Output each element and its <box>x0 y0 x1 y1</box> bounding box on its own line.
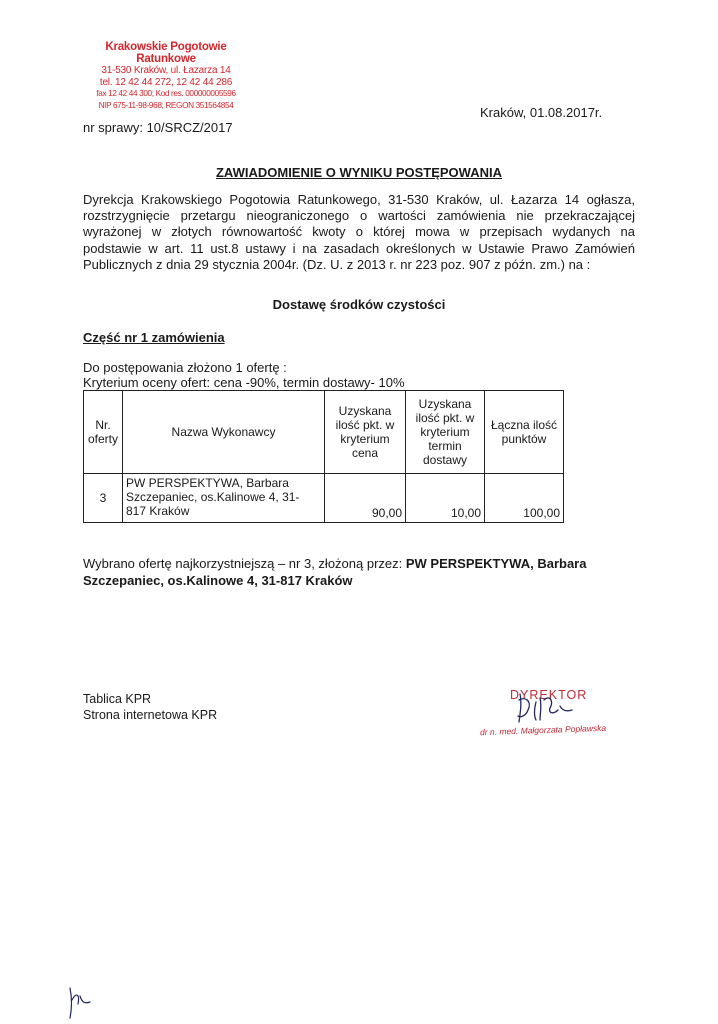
distribution-item: Strona internetowa KPR <box>83 707 218 722</box>
result-statement <box>83 555 635 589</box>
offers-table <box>83 390 564 523</box>
cell-offer-number: 3 <box>84 474 123 523</box>
table-header-row <box>84 391 564 474</box>
header-total-points: Łączna ilość punktów <box>485 391 564 474</box>
header-offer-number: Nr. oferty <box>84 391 123 474</box>
letterhead-ids: NIP 675-11-98-968; REGON 351564854 <box>98 100 234 110</box>
handwritten-initials-icon <box>60 982 100 1022</box>
body-line: rozstrzygnięcie przetargu nieograniczonego o wartości zamówienia nie przekraczającej <box>83 208 635 224</box>
handwritten-signature-icon <box>470 680 630 750</box>
letterhead-fax: fax 12 42 44 300; Kod res. 000000005596 <box>96 89 236 98</box>
header-delivery-points: Uzyskana ilość pkt. w kryterium termin dostawy <box>406 391 485 474</box>
body-paragraph <box>83 192 635 273</box>
header-contractor: Nazwa Wykonawcy <box>123 391 325 474</box>
signature-name: dr n. med. Małgorzata Popławska <box>479 722 607 738</box>
body-line: Dyrekcja Krakowskiego Pogotowia Ratunkowego, 31-530 Kraków, ul. Łazarza 14 ogłasza, <box>83 192 635 207</box>
distribution-list <box>83 692 217 723</box>
case-number: nr sprawy: 10/SRCZ/2017 <box>83 120 233 135</box>
distribution-item: Tablica KPR <box>83 692 152 706</box>
document-title: ZAWIADOMIENIE O WYNIKU POSTĘPOWANIA <box>215 165 502 180</box>
cell-total-points: 100,00 <box>485 474 564 523</box>
letterhead-address: 31-530 Kraków, ul. Łazarza 14 <box>101 65 231 76</box>
table-row <box>84 474 564 523</box>
letterhead-name: Krakowskie Pogotowie Ratunkowe <box>105 41 227 65</box>
winner-address: Szczepaniec, os.Kalinowe 4, 31-817 Kraków <box>83 573 353 588</box>
cell-price-points: 90,00 <box>325 474 406 523</box>
part-heading: Część nr 1 zamówienia <box>83 330 225 345</box>
subject-heading: Dostawę środków czystości <box>272 297 446 312</box>
header-price-points: Uzyskana ilość pkt. w kryterium cena <box>325 391 406 474</box>
place-date: Kraków, 01.08.2017r. <box>480 105 603 120</box>
body-line: podstawie w art. 11 ust.8 ustawy i na zasadach określonych w Ustawie Prawo Zamówień <box>83 240 635 256</box>
evaluation-criteria: Kryterium oceny ofert: cena -90%, termin dostawy- 10% <box>83 375 405 390</box>
director-signature-stamp <box>470 680 630 750</box>
body-line: wyrażonej w złotych równowartość kwoty o której mowa w przepisach wydanych na <box>83 224 635 240</box>
letterhead-phone: tel. 12 42 44 272, 12 42 44 286 <box>99 76 233 88</box>
signature-title: DYREKTOR <box>510 688 588 702</box>
cell-contractor: PW PERSPEKTYWA, Barbara Szczepaniec, os.Kalinowe 4, 31- 817 Kraków <box>123 474 325 523</box>
offers-count: Do postępowania złożono 1 ofertę : <box>83 360 287 375</box>
letterhead-stamp <box>76 42 256 111</box>
body-line: Publicznych z dnia 29 stycznia 2004r. (Dz. U. z 2013 r. nr 223 poz. 907 z późn. zm.) na : <box>83 256 591 272</box>
cell-delivery-points: 10,00 <box>406 474 485 523</box>
winner-name: PW PERSPEKTYWA, Barbara <box>405 556 587 571</box>
result-prefix: Wybrano ofertę najkorzystniejszą – nr 3, złożoną przez: <box>83 556 406 571</box>
